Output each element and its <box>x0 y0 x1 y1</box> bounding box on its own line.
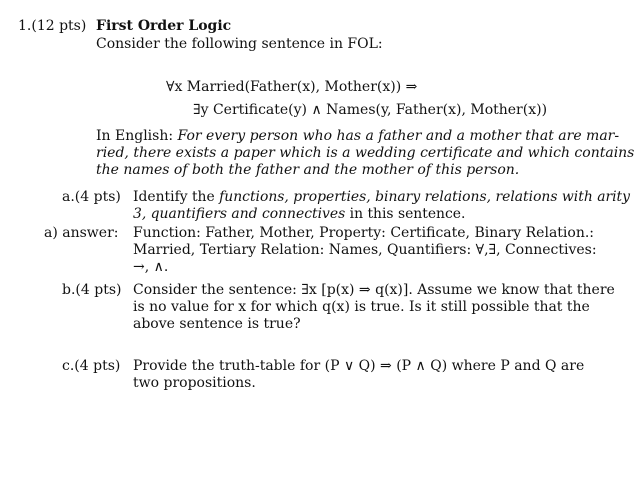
part-a-text <box>133 189 630 223</box>
question-intro: Consider the following sentence in FOL: <box>96 36 383 52</box>
part-b-label: b.(4 pts) <box>62 282 122 298</box>
part-c-label: c.(4 pts) <box>62 358 121 374</box>
english-paragraph <box>96 128 635 179</box>
answer-line-3: →, ∧. <box>133 259 169 275</box>
formula-line-2: ∃y Certificate(y) ∧ Names(y, Father(x), Mother(x)) <box>193 102 548 118</box>
part-a-line1-plain: Identify the <box>133 189 220 205</box>
english-line-3: the names of both the father and the mother of this person. <box>96 162 520 178</box>
answer-label: a) answer: <box>44 225 119 241</box>
part-c-line-2: two propositions. <box>133 375 256 391</box>
part-b-line-1: Consider the sentence: ∃x [p(x) ⇒ q(x)]. Assume we know that there <box>133 282 615 298</box>
part-b-line-3: above sentence is true? <box>133 316 301 332</box>
part-b-line-2: is no value for x for which q(x) is true. Is it still possible that the <box>133 299 590 315</box>
english-prefix: In English: <box>96 128 174 144</box>
answer-text <box>133 225 597 276</box>
english-line-1: For every person who has a father and a mother that are mar- <box>177 128 620 144</box>
part-a-line1-italic: functions, properties, binary relations, relations with arity <box>219 189 630 205</box>
answer-line-2: Married, Tertiary Relation: Names, Quantifiers: ∀,∃, Connectives: <box>133 242 597 258</box>
part-a-line2-plain: in this sentence. <box>345 206 466 222</box>
part-c-text <box>133 358 584 392</box>
question-title: First Order Logic <box>96 18 232 34</box>
question-number: 1.(12 pts) <box>18 18 87 34</box>
part-b-text <box>133 282 615 333</box>
part-a-line2-italic: 3, quantifiers and connectives <box>133 206 346 222</box>
part-c-line-1: Provide the truth-table for (P ∨ Q) ⇒ (P ∧ Q) where P and Q are <box>133 358 585 374</box>
english-line-2: ried, there exists a paper which is a wedding certificate and which contains <box>96 145 635 161</box>
formula-line-1: ∀x Married(Father(x), Mother(x)) ⇒ <box>166 79 418 95</box>
answer-line-1: Function: Father, Mother, Property: Certificate, Binary Relation.: <box>133 225 595 241</box>
part-a-label: a.(4 pts) <box>62 189 121 205</box>
